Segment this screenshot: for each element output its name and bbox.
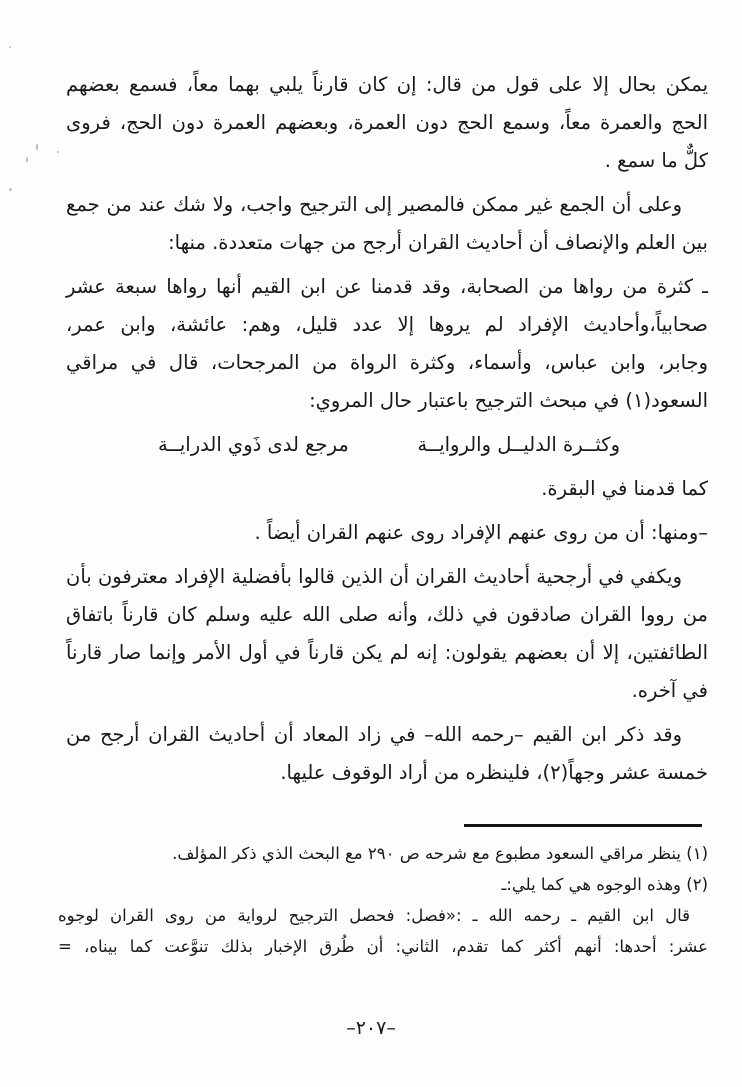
scan-speck bbox=[57, 151, 59, 153]
footnote-line: قال ابن القيم ـ رحمه الله ـ :«فصل: فحصل الترجيح لرواية من روى القران لوجوه bbox=[58, 906, 690, 925]
body-text-line: الطائفتين، إلا أن بعضهم يقولون: إنه لم يكن قارناً في أول الأمر وإنما صار قارناً bbox=[66, 641, 708, 664]
verse-hemistich-left: مرجع لدى ذَوي الدرايــة bbox=[158, 433, 349, 456]
footnote-line: (١) ينظر مراقي السعود مطبوع مع شرحه ص ٢٩٠ مع البحث الذي ذكر المؤلف. bbox=[172, 844, 708, 863]
verse-line bbox=[66, 426, 708, 464]
body-text-line: وعلى أن الجمع غير ممكن فالمصير إلى الترجيح واجب، ولا شك عند من جمع bbox=[66, 193, 682, 216]
body-text-line: يمكن بحال إلا على قول من قال: إن كان قارناً يلبي بهما معاً، فسمع بعضهم bbox=[66, 73, 708, 96]
body-text-line: كما قدمنا في البقرة. bbox=[541, 477, 708, 500]
verse-hemistich-right: وكثــرة الدليــل والروايــة bbox=[417, 433, 620, 456]
page-number: –٢٠٧– bbox=[346, 1017, 396, 1039]
scan-speck bbox=[9, 188, 12, 191]
footnotes-block bbox=[58, 838, 708, 962]
body-text-line: بين العلم والإنصاف أن أحاديث القران أرجح من جهات متعددة. منها: bbox=[168, 231, 708, 254]
scan-speck bbox=[9, 46, 11, 48]
scan-speck bbox=[26, 157, 28, 162]
body-text-line: كلٌّ ما سمع . bbox=[604, 149, 708, 172]
footnote-separator bbox=[464, 824, 702, 827]
footnote-line: عشر: أحدها: أنهم أكثر كما تقدم، الثاني: أن طُرق الإخبار بذلك تنوَّعت كما بيناه، = bbox=[58, 937, 708, 956]
body-text-line: وجابر، وابن عباس، وأسماء، وكثرة الرواة من المرجحات، قال في مراقي bbox=[66, 351, 708, 374]
body-text-line: وقد ذكر ابن القيم –رحمه الله– في زاد المعاد أن أحاديث القران أرجح من bbox=[66, 723, 682, 746]
body-text-line: السعود(١) في مبحث الترجيح باعتبار حال المروي: bbox=[309, 389, 708, 412]
body-text-line: من رووا القران صادقون في ذلك، وأنه صلى الله عليه وسلم كان قارناً باتفاق bbox=[66, 603, 708, 626]
body-text-line: ـ كثرة من رواها من الصحابة، وقد قدمنا عن ابن القيم أنها رواها سبعة عشر bbox=[66, 275, 708, 298]
body-text-line: –ومنها: أن من روى عنهم الإفراد روى عنهم القران أيضاً . bbox=[254, 521, 708, 544]
body-text-line: ويكفي في أرجحية أحاديث القران أن الذين قالوا بأفضلية الإفراد معترفون بأن bbox=[66, 565, 682, 588]
body-text-line: الحج والعمرة معاً، وسمع الحج دون العمرة، وبعضهم العمرة دون الحج، فروى bbox=[66, 111, 708, 134]
scan-speck bbox=[36, 144, 38, 150]
body-text-line: خمسة عشر وجهاً(٢)، فلينظره من أراد الوقوف عليها. bbox=[280, 761, 708, 784]
body-text-line: في آخره. bbox=[631, 679, 708, 702]
body-text-line: صحابياً،وأحاديث الإفراد لم يروها إلا عدد قليل، وهم: عائشة، وابن عمر، bbox=[66, 313, 708, 336]
main-text-block bbox=[66, 66, 708, 792]
footnote-line: (٢) وهذه الوجوه هي كما يلي:ـ bbox=[501, 875, 708, 894]
